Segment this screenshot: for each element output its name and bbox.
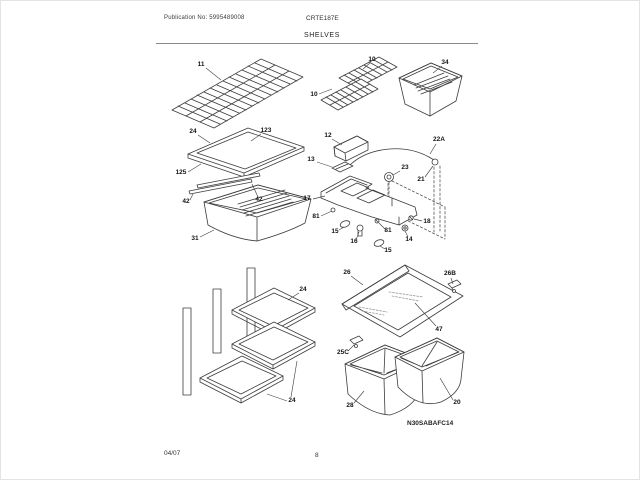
part-label-42: 42 xyxy=(255,196,263,203)
crisper-pan-drawing xyxy=(204,185,311,241)
leader-line xyxy=(200,230,214,237)
footer-page-number: 8 xyxy=(315,452,319,459)
part-label-15: 15 xyxy=(384,247,392,254)
part-label-23: 23 xyxy=(401,164,409,171)
crisper-drawers-drawing xyxy=(345,338,464,415)
part-label-24: 24 xyxy=(288,397,296,404)
part-label-20: 20 xyxy=(453,399,461,406)
stud-16 xyxy=(357,225,363,231)
part-label-10: 10 xyxy=(310,91,318,98)
leader-line xyxy=(188,164,201,172)
footer-date: 04/07 xyxy=(164,450,181,457)
part-label-18: 18 xyxy=(423,218,431,225)
part-label-12: 12 xyxy=(324,132,332,139)
diagram-code: N30SABAFC14 xyxy=(407,420,454,427)
leader-line xyxy=(425,166,433,177)
part-label-125: 125 xyxy=(175,169,187,176)
cover-clip-26b xyxy=(448,280,461,288)
part-label-24: 24 xyxy=(189,128,197,135)
cap-15-left xyxy=(339,219,350,228)
part-label-14: 14 xyxy=(405,236,413,243)
part-label-17: 17 xyxy=(303,195,311,202)
part-label-11: 11 xyxy=(197,61,205,68)
pan-cover-drawing xyxy=(342,265,463,348)
leader-line xyxy=(317,162,332,167)
part-label-47: 47 xyxy=(435,326,443,333)
part-label-16: 16 xyxy=(350,238,358,245)
part-label-21: 21 xyxy=(417,176,425,183)
part-label-26B: 26B xyxy=(444,270,456,277)
shelf-track xyxy=(213,289,221,353)
cap-15-bottom xyxy=(373,238,384,247)
leader-line xyxy=(198,135,210,143)
part-label-42: 42 xyxy=(182,198,190,205)
part-label-34: 34 xyxy=(441,59,449,66)
leader-line xyxy=(190,194,193,200)
bushing-14 xyxy=(402,225,408,231)
part-label-22A: 22A xyxy=(433,136,445,143)
leader-line xyxy=(332,139,342,145)
leader-line xyxy=(321,211,332,216)
tank-assembly-drawing xyxy=(321,136,445,248)
glass-shelf-drawing xyxy=(188,128,304,177)
leader-line xyxy=(267,394,287,401)
part-label-15: 15 xyxy=(331,228,339,235)
part-label-24: 24 xyxy=(299,286,307,293)
ice-bin-drawing xyxy=(399,63,462,116)
wire-shelf-drawing xyxy=(172,59,303,128)
leader-line xyxy=(206,68,221,80)
part-label-28: 28 xyxy=(346,402,354,409)
part-label-26: 26 xyxy=(343,269,351,276)
part-label-25C: 25C xyxy=(337,349,349,356)
cover-clip-25c xyxy=(350,336,363,344)
leader-line xyxy=(351,276,363,285)
grommet-23 xyxy=(385,173,394,182)
shelf-track xyxy=(183,308,191,395)
part-label-13: 13 xyxy=(307,156,315,163)
part-label-10: 10 xyxy=(368,56,376,63)
model-number: CRTE187E xyxy=(306,15,339,22)
leader-line xyxy=(319,89,332,94)
part-label-81: 81 xyxy=(312,213,320,220)
leader-line xyxy=(430,144,436,154)
tube-fitting-21 xyxy=(432,159,438,165)
parts-diagram xyxy=(1,1,640,480)
publication-number: Publication No: 5995489008 xyxy=(164,15,245,21)
ice-tray-drawing xyxy=(321,57,397,110)
leader-line xyxy=(414,219,422,221)
leader-line xyxy=(393,171,400,175)
part-label-123: 123 xyxy=(260,127,272,134)
part-label-81: 81 xyxy=(384,227,392,234)
part-label-31: 31 xyxy=(191,235,199,242)
leader-line xyxy=(291,361,297,397)
page-title: SHELVES xyxy=(304,32,340,39)
stacked-shelves-drawing xyxy=(183,268,315,403)
